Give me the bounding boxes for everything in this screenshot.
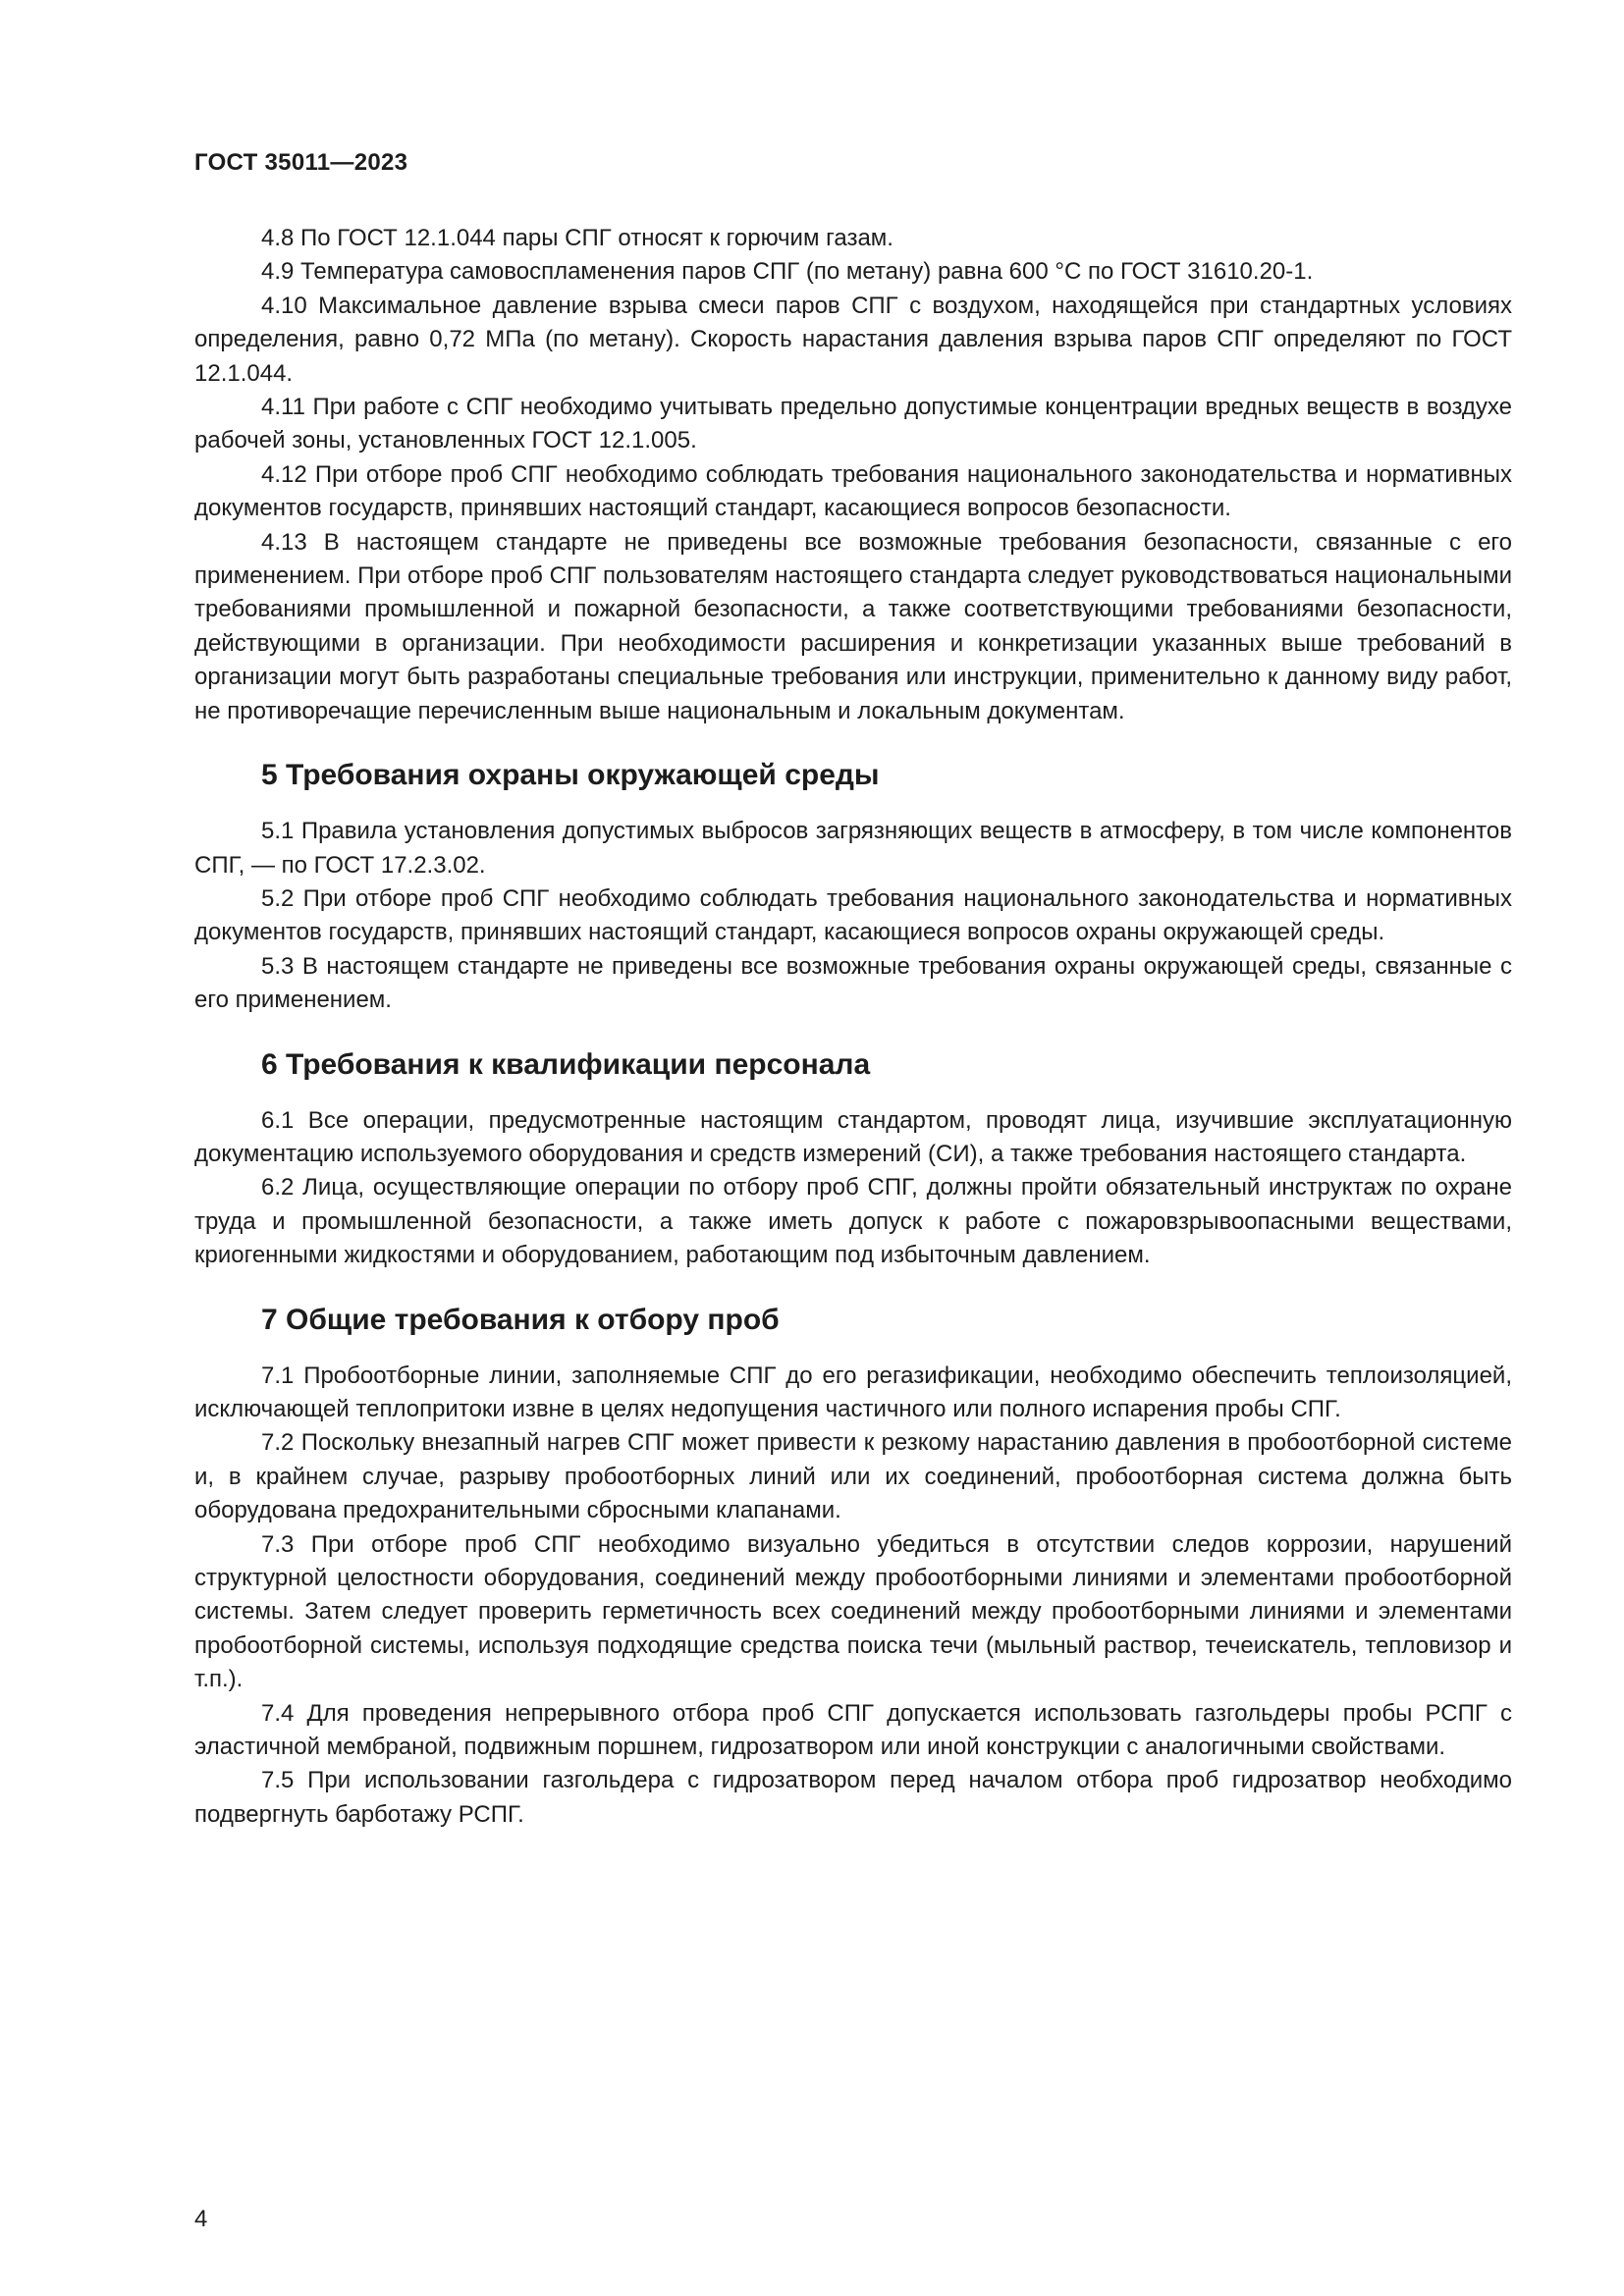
- clause-7-2: 7.2 Поскольку внезапный нагрев СПГ может привести к резкому нарастанию давления в пробоотборной системе и, в крайнем случае, разрыву пробоотборных линий или их соединений, пробоотборная система должна быть оборудована предохранительными сбросными клапанами.: [194, 1429, 1512, 1524]
- section-7-heading: 7 Общие требования к отбору проб: [261, 1303, 780, 1336]
- clause-7-3: 7.3 При отборе проб СПГ необходимо визуально убедиться в отсутствии следов коррозии, нарушений структурной целостности оборудования, соединений между пробоотборными линиями и элементами пробоотборной системы. Затем следует проверить герметичность всех соединений между пробоотборными линиями и элементами пробоотборной системы, используя подходящие средства поиска течи (мыльный раствор, течеискатель, тепловизор и т.п.).: [194, 1530, 1512, 1693]
- section-4-continued: [194, 222, 1512, 728]
- clause-4-10: 4.10 Максимальное давление взрыва смеси паров СПГ с воздухом, находящейся при стандартных условиях определения, равно 0,72 МПа (по метану). Скорость нарастания давления взрыва паров СПГ определяют по ГОСТ 12.1.044.: [194, 292, 1512, 387]
- clause-4-9: 4.9 Температура самовоспламенения паров СПГ (по метану) равна 600 °C по ГОСТ 31610.20-1.: [261, 258, 1314, 286]
- clause-6-1: 6.1 Все операции, предусмотренные настоящим стандартом, проводят лица, изучившие эксплуатационную документацию используемого оборудования и средств измерений (СИ), а также требования настоящего стандарта.: [194, 1106, 1512, 1167]
- clause-5-2: 5.2 При отборе проб СПГ необходимо соблюдать требования национального законодательства и нормативных документов государств, принявших настоящий стандарт, касающиеся вопросов охраны окружающей среды.: [194, 884, 1512, 946]
- clause-7-4: 7.4 Для проведения непрерывного отбора проб СПГ допускается использовать газгольдеры пробы РСПГ с эластичной мембраной, подвижным поршнем, гидрозатвором или иной конструкции с аналогичными свойствами.: [194, 1699, 1512, 1761]
- clause-4-11: 4.11 При работе с СПГ необходимо учитывать предельно допустимые концентрации вредных веществ в воздухе рабочей зоны, установленных ГОСТ 12.1.005.: [194, 394, 1512, 454]
- page-number: 4: [194, 2206, 208, 2232]
- clause-4-13: 4.13 В настоящем стандарте не приведены все возможные требования безопасности, связанные с его применением. При отборе проб СПГ пользователям настоящего стандарта следует руководствоваться национальными требованиями промышленной и пожарной безопасности, а также соответствующими требованиями безопасности, действующими в организации. При необходимости расширения и конкретизации указанных выше требований в организации могут быть разработаны специальные требования или инструкции, применительно к данному виду работ, не противоречащие перечисленным выше национальным и локальным документам.: [194, 528, 1512, 724]
- document-code: ГОСТ 35011—2023: [194, 149, 408, 176]
- clause-4-8: 4.8 По ГОСТ 12.1.044 пары СПГ относят к горючим газам.: [261, 225, 893, 251]
- clause-4-12: 4.12 При отборе проб СПГ необходимо соблюдать требования национального законодательства и нормативных документов государств, принявших настоящий стандарт, касающиеся вопросов безопасности.: [194, 460, 1512, 522]
- section-5-heading: 5 Требования охраны окружающей среды: [261, 759, 880, 792]
- clause-5-1: 5.1 Правила установления допустимых выбросов загрязняющих веществ в атмосферу, в том числе компонентов СПГ, — по ГОСТ 17.2.3.02.: [194, 818, 1512, 879]
- section-6: [194, 1045, 1512, 1273]
- section-7: [194, 1301, 1512, 1833]
- clause-7-5: 7.5 При использовании газгольдера с гидрозатвором перед началом отбора проб гидрозатвор необходимо подвергнуть барботажу РСПГ.: [194, 1767, 1512, 1828]
- clause-5-3: 5.3 В настоящем стандарте не приведены все возможные требования охраны окружающей среды, связанные с его применением.: [194, 952, 1512, 1014]
- section-6-heading: 6 Требования к квалификации персонала: [261, 1047, 871, 1081]
- clause-7-1: 7.1 Пробоотборные линии, заполняемые СПГ до его регазификации, необходимо обеспечить теплоизоляцией, исключающей теплопритоки извне в целях недопущения частичного или полного испарения пробы СПГ.: [194, 1362, 1512, 1422]
- section-5: [194, 756, 1512, 1017]
- clause-6-2: 6.2 Лица, осуществляющие операции по отбору проб СПГ, должны пройти обязательный инструктаж по охране труда и промышленной безопасности, а также иметь допуск к работе с пожаровзрывоопасными веществами, криогенными жидкостями и оборудованием, работающим под избыточным давлением.: [194, 1174, 1512, 1269]
- page-content: [194, 222, 1512, 1832]
